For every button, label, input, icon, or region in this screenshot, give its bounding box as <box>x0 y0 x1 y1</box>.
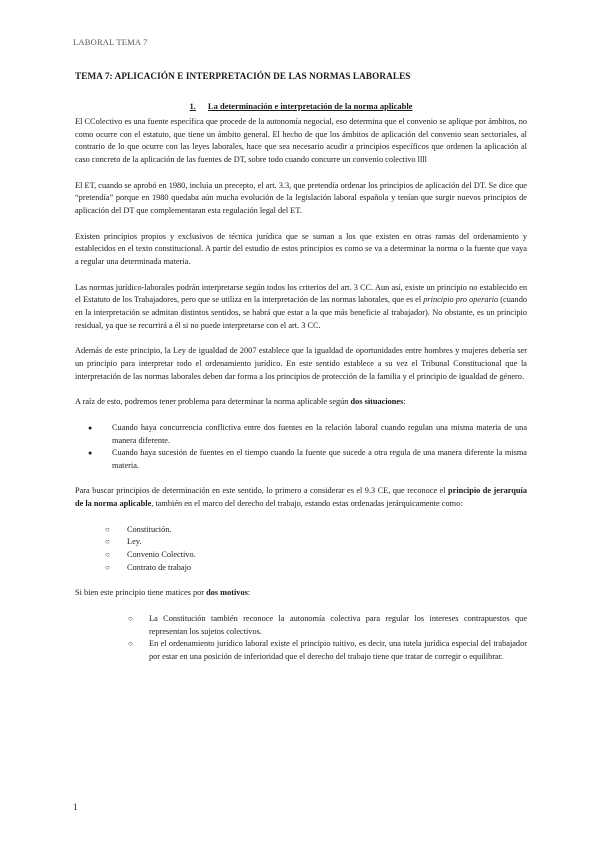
paragraph-3: Existen principios propios y exclusivos de técnica jurídica que se suman a los que existen en otras ramas del ordenamiento y establecidos en el texto constitucional. A partir del estudio de estos principios es como se va a determinar la norma o la fuente que vaya a regular una determinada materia. <box>75 231 527 267</box>
paragraph-2: El ET, cuando se aprobó en 1980, incluía un precepto, el art. 3.3, que pretendía ordenar los principios de aplicación del DT. Se dice que “pretendía” porque en 1980 quedaba aún mucha evolución de la legislación laboral española y tenían que surgir nuevos principios de aplicación del DT que complementaran esta regulación legal del ET. <box>75 180 527 216</box>
paragraph-1: El CColectivo es una fuente específica que procede de la autonomía negocial, eso determina que el convenio se aplique por ámbitos, no como ocurre con el estatuto, que tiene un ámbito general. El hecho de que los ámbitos de aplicación del convenio sean sectoriales, al contrario de lo que ocurre con las leyes laborales, hace que sea necesario acudir a principios específicos que ordenen la aplicación al caso concreto de la aplicación de las fuentes de DT, sobre todo cuando concurre un convenio colectivo llll <box>75 116 527 165</box>
page-title: TEMA 7: APLICACIÓN E INTERPRETACIÓN DE LAS NORMAS LABORALES <box>75 71 411 81</box>
section-title: La determinación e interpretación de la norma aplicable <box>207 101 413 111</box>
paragraph-7 <box>75 485 527 511</box>
list-item: ○ Ley. <box>123 536 527 549</box>
paragraph-4 <box>75 282 527 333</box>
paragraph-6-text-end: : <box>403 397 406 407</box>
paragraph-8-text-end: : <box>247 588 251 598</box>
section-number: 1. <box>189 101 196 111</box>
paragraph-8 <box>75 587 527 600</box>
paragraph-7-text: Para buscar principios de determinación en este sentido, lo primero a considerar es el 9.3 CE, que reconoce el <box>75 486 449 496</box>
motives-list <box>75 613 527 664</box>
paragraph-6-bold: dos situaciones <box>350 397 404 407</box>
paragraph-7-text-end: , también en el marco del derecho del trabajo, estando estas ordenadas jerárquicamente como: <box>151 499 463 509</box>
paragraph-5: Además de este principio, la Ley de igualdad de 2007 establece que la igualdad de oportunidades entre hombres y mujeres debería ser un principio para interpretar todo el ordenamiento jurídico. En este sentido establece a su vez el Tribunal Constitucional que la interpretación de las normas laborales deben dar forma a los principios de protección de la familia y el principio de igualdad de género. <box>75 346 527 381</box>
list-item: ○ En el ordenamiento jurídico laboral existe el principio tuitivo, es decir, una tutela jurídica especial del trabajador por estar en una posición de inferioridad que el derecho del trabajo tiene que tratar de corregir o equilibrar. <box>145 638 527 664</box>
paragraph-4-text-end: (cuando en la interpretación se admitan distintos sentidos, se habrá que estar a la que más beneficie al trabajador). No obstante, es un principio residual, ya que se recurrirá a él si no puede interpretarse con el art. 3 CC. <box>75 295 528 330</box>
list-item: ○ Contrato de trabajo <box>123 562 527 575</box>
paragraph-8-text: Si bien este principio tiene matices por <box>75 588 207 598</box>
section-heading <box>75 100 527 113</box>
paragraph-4-text: Las normas jurídico-laborales podrán interpretarse según todos los criterios del art. 3 CC. Aun así, existe un principio no establecido en el Estatuto de los Trabajadores, pero que se utiliza en la interpretación de las normas laborales, que es el <box>75 282 527 305</box>
list-item: ○ Constitución. <box>123 524 527 537</box>
situations-list <box>75 422 527 473</box>
list-item: ○ Convenio Colectivo. <box>123 549 527 562</box>
hierarchy-list <box>75 524 527 575</box>
paragraph-4-italic: principio pro operario <box>423 295 499 305</box>
page-number: 1 <box>73 802 78 812</box>
list-item: ● Cuando haya concurrencia conflictiva entre dos fuentes en la relación laboral cuando regulan una misma materia de una manera diferente. <box>108 422 527 448</box>
paragraph-6-text: A raíz de esto, podremos tener problema para determinar la norma aplicable según <box>75 397 351 407</box>
paragraph-7-bold: principio de jerarquía de la norma aplicable <box>75 486 527 509</box>
list-item: ● Cuando haya sucesión de fuentes en el tiempo cuando la fuente que sucede a otra regula de una manera diferente la misma materia. <box>108 447 527 473</box>
paragraph-6 <box>75 396 527 409</box>
document-body <box>75 100 527 677</box>
paragraph-8-bold: dos motivos <box>206 588 248 598</box>
running-header: LABORAL TEMA 7 <box>73 37 148 47</box>
list-item: ○ La Constitución también reconoce la autonomía colectiva para regular los intereses contrapuestos que representan los sujetos colectivos. <box>145 613 527 639</box>
